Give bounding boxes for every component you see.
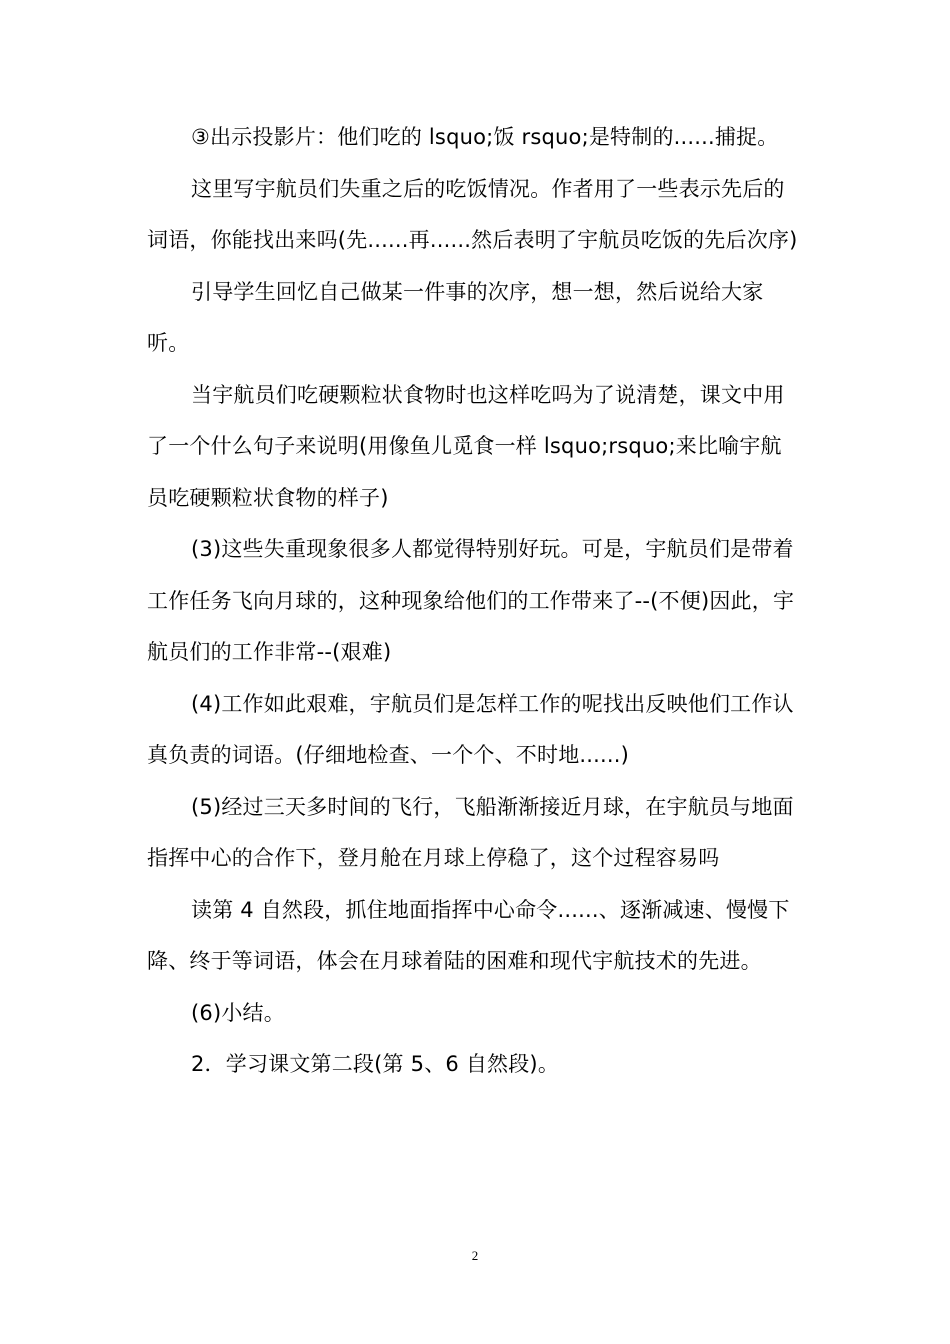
paragraph-3: 引导学生回忆自己做某一件事的次序，想一想，然后说给大家听。: [147, 279, 764, 355]
paragraph-8: 读第 4 自然段，抓住地面指挥中心命令......、逐渐减速、慢慢下降、终于等词语，体会在月球着陆的困难和现代宇航技术的先进。: [147, 897, 790, 973]
paragraph-1: ③出示投影片：他们吃的 lsquo;饭 rsquo;是特制的......捕捉。: [191, 125, 779, 149]
paragraph-4: 当宇航员们吃硬颗粒状食物时也这样吃吗为了说清楚，课文中用了一个什么句子来说明(用像鱼儿觅食一样 lsquo;rsquo;来比喻宇航员吃硬颗粒状食物的样子): [147, 382, 785, 510]
paragraph-2: 这里写宇航员们失重之后的吃饭情况。作者用了一些表示先后的词语，你能找出来吗(先......再......然后表明了宇航员吃饭的先后次序): [147, 176, 798, 252]
paragraph-6: (4)工作如此艰难，宇航员们是怎样工作的呢找出反映他们工作认真负责的词语。(仔细地检查、一个个、不时地......): [147, 691, 794, 767]
page-number: 2: [471, 1248, 479, 1263]
paragraph-9: (6)小结。: [191, 1000, 285, 1025]
paragraph-7: (5)经过三天多时间的飞行，飞船渐渐接近月球，在宇航员与地面指挥中心的合作下，登月舱在月球上停稳了，这个过程容易吗: [147, 794, 794, 870]
document-body: [147, 112, 802, 1091]
paragraph-10: 2．学习课文第二段(第 5、6 自然段)。: [191, 1052, 560, 1076]
paragraph-5: (3)这些失重现象很多人都觉得特别好玩。可是，宇航员们是带着工作任务飞向月球的，这种现象给他们的工作带来了--(不便)因此，宇航员们的工作非常--(艰难): [147, 537, 795, 664]
